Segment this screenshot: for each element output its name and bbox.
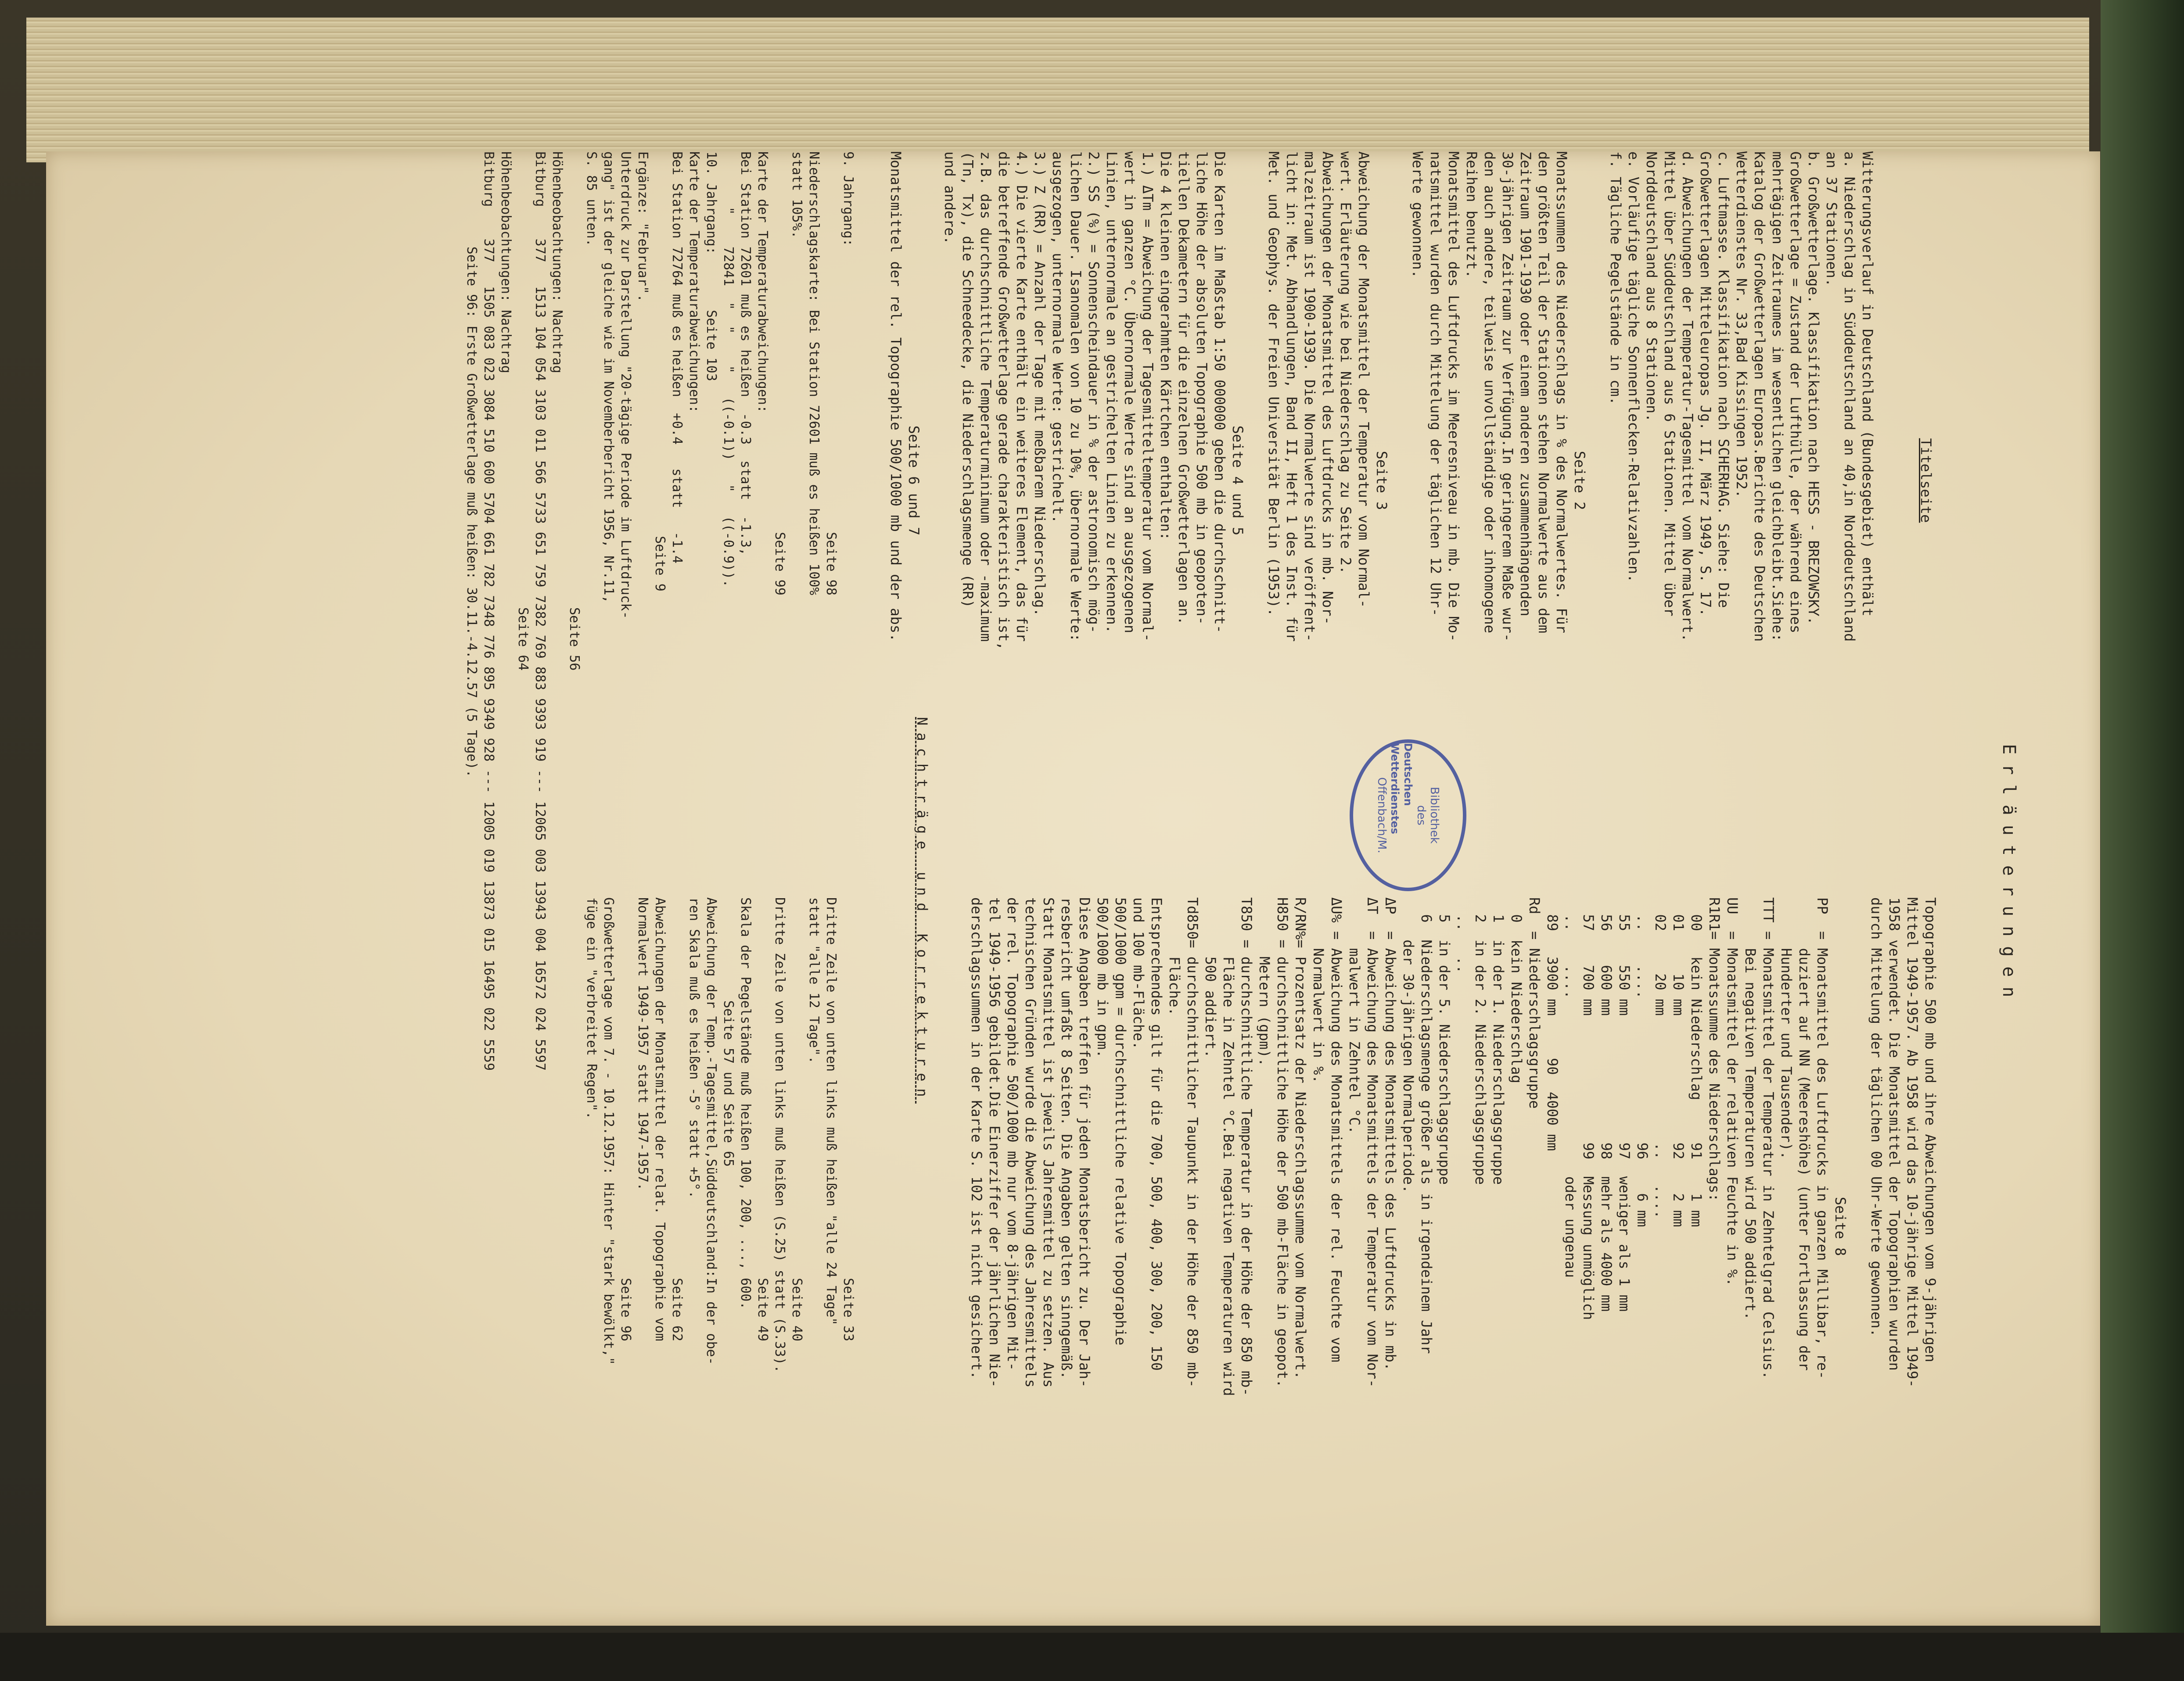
right-text: [967, 897, 1939, 1582]
text-line: Großwetterlage = Zustand der Lufthülle, der während eines: [1787, 151, 1804, 634]
text-line: Ergänze: "Februar".: [635, 151, 650, 302]
text-line: Karte der Temperaturabweichungen:: [686, 151, 702, 413]
text-line: die betreffende Großwetterlage gerade charakteristisch ist,: [995, 151, 1012, 650]
text-line: füge ein "verbreitet Regen".: [584, 897, 599, 1119]
text-line: ΔU% = Abweichung des Monatsmittels der rel. Feuchte vom: [1328, 897, 1345, 1362]
rotated-text-block: [31, 151, 2019, 1599]
stamp-line: Offenbach/M.: [1375, 777, 1388, 853]
text-line: Karte der Temperaturabweichungen:: [755, 151, 770, 413]
text-line: Met. und Geophys. der Freien Universität Berlin (1953).: [1265, 151, 1282, 616]
text-line: " 72841 " " " ((-0.1)) " ((-0.9)).: [721, 151, 736, 588]
text-line: H850 = durchschnittliche Höhe der 500 mb-Fläche in geopot.: [1274, 897, 1291, 1388]
text-line: 500/1000 mb in gpm.: [1094, 897, 1111, 1058]
text-line: Dritte Zeile von unten links muß heißen "alle 24 Tage": [823, 897, 839, 1326]
text-line: der 30-jährigen Normalperiode.: [1400, 897, 1417, 1194]
text-line: Td850= durchschnittlicher Taupunkt in der Höhe der 850 mb-: [1184, 897, 1201, 1388]
text-line: Rd = Niederschlagsgruppe: [1526, 897, 1543, 1109]
text-line: wert in ganzen °C. Übernormale Werte sind an ausgezogenen: [1121, 151, 1138, 634]
text-line: b. Großwetterlage. Klassifikation nach HESS - BREZOWSKY.: [1805, 151, 1822, 625]
section-title: Titelseite: [1918, 438, 1934, 523]
text-line: Mittel 1949-1957. Ab 1958 wird das 10-jährige Mittel 1949-: [1904, 897, 1921, 1388]
text-line: a. Niederschlag in Süddeutschland an 40,in Norddeutschland: [1841, 151, 1858, 642]
text-line: 5 in der 5. Niederschlagsgruppe: [1436, 897, 1453, 1185]
text-line: Bei negativen Temperaturen wird 500 addiert.: [1742, 897, 1759, 1320]
text-line: wert. Erläuterung wie bei Niederschlag zu Seite 2.: [1337, 151, 1354, 574]
text-line: Monatsmittel des Luftdrucks im Meeresniveau in mb. Die Mo-: [1445, 151, 1462, 642]
text-line: [1390, 151, 1408, 836]
text-line: Metern (gpm).: [1256, 897, 1273, 1067]
text-line: Großwetterlagen Mitteleuropas Jg. II, März 1949, S. 17.: [1697, 151, 1714, 616]
text-line: Unterdruck zur Darstellung "20-tägige Periode im Luftdruck-: [618, 151, 633, 619]
text-line: Seite 2: [1571, 451, 1588, 510]
text-line: licht in: Met. Abhandlungen, Band II, Heft 1 des Inst. für: [1283, 151, 1300, 642]
text-line: Abweichungen der Monatsmittel der relat. Topographie vom: [652, 897, 668, 1341]
text-line: Hunderter und Tausender).: [1778, 897, 1795, 1160]
text-line: 89 3900 mm 90 4000 mm: [1544, 897, 1561, 1151]
text-line: Höhenbeobachtungen: Nachtrag: [498, 151, 514, 373]
text-line: Die 4 kleinen eingerahmten Kärtchen enthalten:: [1157, 151, 1174, 541]
text-line: Abweichungen der Monatsmittel des Luftdrucks in mb. Nor-: [1319, 151, 1336, 625]
text-line: Seite 8: [1832, 1197, 1849, 1256]
text-line: 1 in der 1. Niederschlagsgruppe: [1490, 897, 1507, 1185]
text-line: Seite 33: [841, 1111, 856, 1341]
text-line: R/RN%= Prozentsatz der Niederschlagssumme vom Normalwert.: [1292, 897, 1309, 1380]
text-line: 2.) SS (%) = Sonnenscheindauer in % der astronomisch mög-: [1085, 151, 1102, 634]
library-stamp: [1350, 739, 1466, 891]
book-binding: [2101, 0, 2184, 1681]
text-line: Seite 40: [789, 1111, 805, 1341]
text-line: 02 20 mm .. ....: [1652, 897, 1669, 1219]
text-line: Topographie 500 mb und ihre Abweichungen vom 9-jährigen: [1922, 897, 1939, 1362]
text-line: statt "alle 12 Tage".: [806, 897, 822, 1064]
text-line: TTT = Monatsmittel der Temperatur in Zehntelgrad Celsius.: [1760, 897, 1777, 1380]
text-line: PP = Monatsmittel des Luftdrucks in ganzen Millibar, re-: [1814, 897, 1831, 1380]
text-line: derschlagssummen in der Karte S. 102 ist nicht gesichert.: [968, 897, 985, 1380]
text-line: Seite 98: [823, 366, 839, 595]
scan-border: [0, 1633, 2184, 1681]
text-line: ren Skala muß es heißen -5° statt +5°.: [686, 897, 702, 1199]
text-line: ausgezogen, unternormale Werte: gestrichelt.: [1049, 151, 1066, 523]
text-line: Katalog der Großwetterlagen Europas.Berichte des Deutschen: [1751, 151, 1768, 642]
text-line: 3.) Z (RR) = Anzahl der Tage mit meßbarem Niederschlag.: [1031, 151, 1048, 616]
text-line: Diese Angaben treffen für jeden Monatsbericht zu. Der Jah-: [1076, 897, 1093, 1388]
text-line: durch Mittelung der täglichen 00 Uhr-Werte gewonnen.: [1868, 897, 1885, 1337]
page-stack-edge: [26, 18, 2089, 162]
left-column: [851, 151, 1975, 836]
text-line: Bei Station 72601 muß es heißen -0.3 statt -1.3,: [738, 151, 753, 556]
text-line: Die Karten im Maßstab 1:50 000000 geben die durchschnitt-: [1211, 151, 1228, 634]
page-heading: Erläuterungen: [1999, 744, 2019, 1007]
text-line: liche Höhe der absoluten Topographie 500 mb in geopoten-: [1193, 151, 1210, 625]
text-line: mehrtägigen Zeitraumes im wesentlichen gleichbleibt.Siehe:: [1769, 151, 1786, 642]
text-line: S. 85 unten.: [584, 151, 599, 247]
text-line: Dritte Zeile von unten links muß heißen (S.25) statt (S.33).: [772, 897, 787, 1373]
text-line: Seite 96: [618, 1111, 633, 1341]
text-line: Skala der Pegelstände muß heißen 100, 200, ..., 600.: [738, 897, 753, 1310]
text-line: Mittel über Süddeutschland aus 6 Stationen. Mittel über: [1661, 151, 1678, 616]
text-line: c. Luftmasse. Klassifikation nach SCHERHAG. Siehe: Die: [1715, 151, 1732, 608]
text-line: und andere.: [941, 151, 958, 244]
text-line: Bitburg 377 1513 104 054 3103 011 566 5733 651 759 7382 769 883 9393 919 --- 12065 003 13943 004 16572 024 5597: [532, 151, 548, 1071]
text-line: lichen Dauer. Isanomalen von 10 zu 10%, übernormale Werte:: [1067, 151, 1084, 642]
text-line: Bei Station 72764 muß es heißen +0.4 statt -1.4: [669, 151, 685, 564]
text-line: malwert in Zehntel °C.: [1346, 897, 1363, 1134]
text-line: Seite 4 und 5: [1229, 425, 1246, 536]
text-line: T850 = durchschnittliche Temperatur in der Höhe der 850 mb-: [1238, 897, 1255, 1396]
text-line: und 100 mb-Fläche.: [1130, 897, 1147, 1050]
text-line: Seite 96: Erste Großwetterlage muß heißen: 30.11.-4.12.57 (5 Tage).: [464, 151, 479, 778]
text-line: Seite 56: [567, 290, 582, 671]
text-line: tiellen Dekametern für die einzelnen Großwetterlagen an.: [1175, 151, 1192, 625]
text-line: z.B. das durchschnittliche Temperaturminimum oder -maximum: [977, 151, 994, 642]
text-line: 2 in der 2. Niederschlagsgruppe: [1472, 897, 1489, 1185]
text-line: Linien, unternormale an gestrichelten Linien zu erkennen.: [1103, 151, 1120, 634]
text-line: statt 105%.: [789, 151, 805, 239]
text-line: Großwetterlage vom 7. - 10.12.1957: Hinter "stark bewölkt,": [601, 897, 616, 1365]
text-line: .. .... 96 6 mm: [1634, 897, 1651, 1227]
text-line: 30-jährigen Zeitraum zur Verfügung.In geringerem Maße wur-: [1499, 151, 1516, 642]
right-errata: [549, 897, 891, 1582]
text-line: duziert auf NN (Meereshöhe) (unter Fortlassung der: [1796, 897, 1813, 1371]
text-line: Zeitraum 1901-1930 oder einem anderen zusammenhängenden: [1517, 151, 1534, 616]
text-line: Statt Monatsmittel ist jeweils Jahresmittel zu setzen. Aus: [1040, 897, 1057, 1388]
right-column: [931, 897, 1975, 1582]
text-line: f. Tägliche Pegelstände in cm.: [1607, 151, 1624, 405]
stamp-line: des: [1415, 805, 1428, 826]
text-line: ΔT = Abweichung des Monatsmittels der Temperatur vom Nor-: [1364, 897, 1381, 1388]
text-line: Seite 64: [515, 290, 531, 671]
text-line: Seite 3: [1373, 451, 1390, 510]
text-line: Normalwert in %.: [1310, 897, 1327, 1083]
text-line: Seite 6 und 7: [905, 425, 922, 536]
left-text: [887, 151, 1876, 836]
text-line: 500 addiert.: [1202, 897, 1219, 1058]
text-line: [1849, 897, 1867, 1582]
text-line: Werte gewonnen.: [1409, 151, 1426, 278]
text-line: 56 600 mm 98 mehr als 4000 mm: [1598, 897, 1615, 1312]
text-line: Abweichung der Monatsmittel der Temperatur vom Normal-: [1355, 151, 1372, 608]
text-line: Niederschlagskarte: Bei Station 72601 muß es heißen 100%: [806, 151, 822, 595]
text-line: Fläche.: [1166, 897, 1183, 1016]
stamp-line: Deutschen Wetterdienstes: [1389, 743, 1414, 835]
text-line: technischen Gründen wurde die Abweichung des Jahresmittels: [1022, 897, 1039, 1388]
text-line: gang" ist der gleiche wie im Novemberbericht 1956, Nr.11,: [601, 151, 616, 603]
text-line: Seite 57 und Seite 65: [721, 897, 736, 1167]
text-line: 57 700 mm 99 Messung unmöglich: [1580, 897, 1597, 1320]
text-line: 0 kein Niederschlag: [1508, 897, 1525, 1083]
text-line: 1958 verwendet. Die Monatsmittel der Topographien wurden: [1886, 897, 1903, 1371]
text-line: den auch andere, teilweise unvollständige oder inhomogene: [1481, 151, 1498, 634]
text-line: 500/1000 gpm = durchschnittliche relative Topographie: [1112, 897, 1129, 1346]
text-line: Reihen benutzt.: [1463, 151, 1480, 278]
text-line: Fläche in Zehntel °C.Bei negativen Temperaturen wird: [1220, 897, 1237, 1396]
text-line: Seite 62: [669, 1111, 685, 1341]
text-line: (Tn, Tx), die Schneedecke, die Niederschlagsmenge (RR): [959, 151, 976, 608]
text-line: 1.) ΔTm = Abweichung der Tagesmitteltemperatur vom Normal-: [1139, 151, 1156, 642]
text-line: e. Vorläufige tägliche Sonnenflecken-Relativzahlen.: [1625, 151, 1642, 583]
text-line: Entsprechendes gilt für die 700, 500, 400, 300, 200, 150: [1148, 897, 1165, 1371]
text-line: Wetterdienstes Nr. 33,Bad Kissingen 1952.: [1733, 151, 1750, 498]
text-line: der rel. Topographie 500/1000 mb nur vom 8-jährigen Mit-: [1004, 897, 1021, 1371]
text-line: Normalwert 1949-1957 statt 1947-1957.: [635, 897, 650, 1191]
text-line: R1R1= Monatssumme des Niederschlags:: [1706, 897, 1723, 1202]
text-line: 55 550 mm 97 weniger als 1 mm: [1616, 897, 1633, 1312]
text-line: Abweichung der Temp.-Tagesmittel,Süddeutschland:In der obe-: [704, 897, 719, 1365]
text-line: malzeitraum ist 1900-1939. Die Normalwerte sind veröffent-: [1301, 151, 1318, 642]
text-line: 00 kein Niederschlag 91 1 mm: [1688, 897, 1705, 1227]
text-line: Bitburg 377 1505 083 023 3084 510 600 5704 661 782 7348 776 895 9349 928 --- 12005 019 13873 015 16495 022 5559: [481, 151, 496, 1071]
text-line: den größten Teil der Stationen stehen Normalwerte aus dem: [1535, 151, 1552, 634]
text-line: 01 10 mm 92 2 mm: [1670, 897, 1687, 1227]
text-line: Höhenbeobachtungen: Nachtrag: [550, 151, 565, 373]
text-line: an 37 Stationen.: [1823, 151, 1840, 287]
text-line: Seite 99: [772, 366, 787, 595]
text-line: natsmittel wurden durch Mittelung der täglichen 12 Uhr-: [1427, 151, 1444, 616]
text-line: Witterungsverlauf in Deutschland (Bundesgebiet) enthält: [1859, 151, 1876, 616]
nachtraege-heading: Nachträge und Korrekturen: [914, 717, 930, 1104]
text-line: .. ..: [1454, 897, 1471, 974]
text-line: tel 1949-1956 gebildet.Die Einerziffer der jährlichen Nie-: [986, 897, 1003, 1388]
text-line: .. .... oder ungenau: [1562, 897, 1579, 1278]
text-line: d. Abweichungen der Temperatur-Tagesmittel vom Normalwert.: [1679, 151, 1696, 642]
text-line: 6 Niederschlagsmenge größer als in irgendeinem Jahr: [1418, 897, 1435, 1354]
text-line: Monatssummen des Niederschlags in % des Normalwertes. Für: [1553, 151, 1570, 634]
text-line: [1246, 151, 1264, 836]
text-line: 9. Jahrgang:: [841, 151, 856, 247]
text-line: UU = Monatsmittel der relativen Feuchte in %.: [1724, 897, 1741, 1287]
text-line: Seite 9: [652, 369, 668, 591]
text-line: 4.) Die vierte Karte enthält ein weiteres Element, das für: [1013, 151, 1030, 642]
stamp-line: Bibliothek: [1428, 787, 1441, 844]
text-line: Norddeutschland aus 8 Stationen.: [1643, 151, 1660, 422]
text-line: resbericht umfaßt 8 Seiten. Die Angaben gelten sinngemäß.: [1058, 897, 1075, 1380]
text-line: ΔP = Abweichung des Monatsmittels des Luftdrucks in mb.: [1382, 897, 1399, 1371]
text-line: [1588, 151, 1606, 836]
text-line: 10. Jahrgang: Seite 103: [704, 151, 719, 381]
text-line: Monatsmittel der rel. Topographie 500/1000 mb und der abs.: [887, 151, 904, 642]
text-line: Seite 49: [755, 1111, 770, 1341]
